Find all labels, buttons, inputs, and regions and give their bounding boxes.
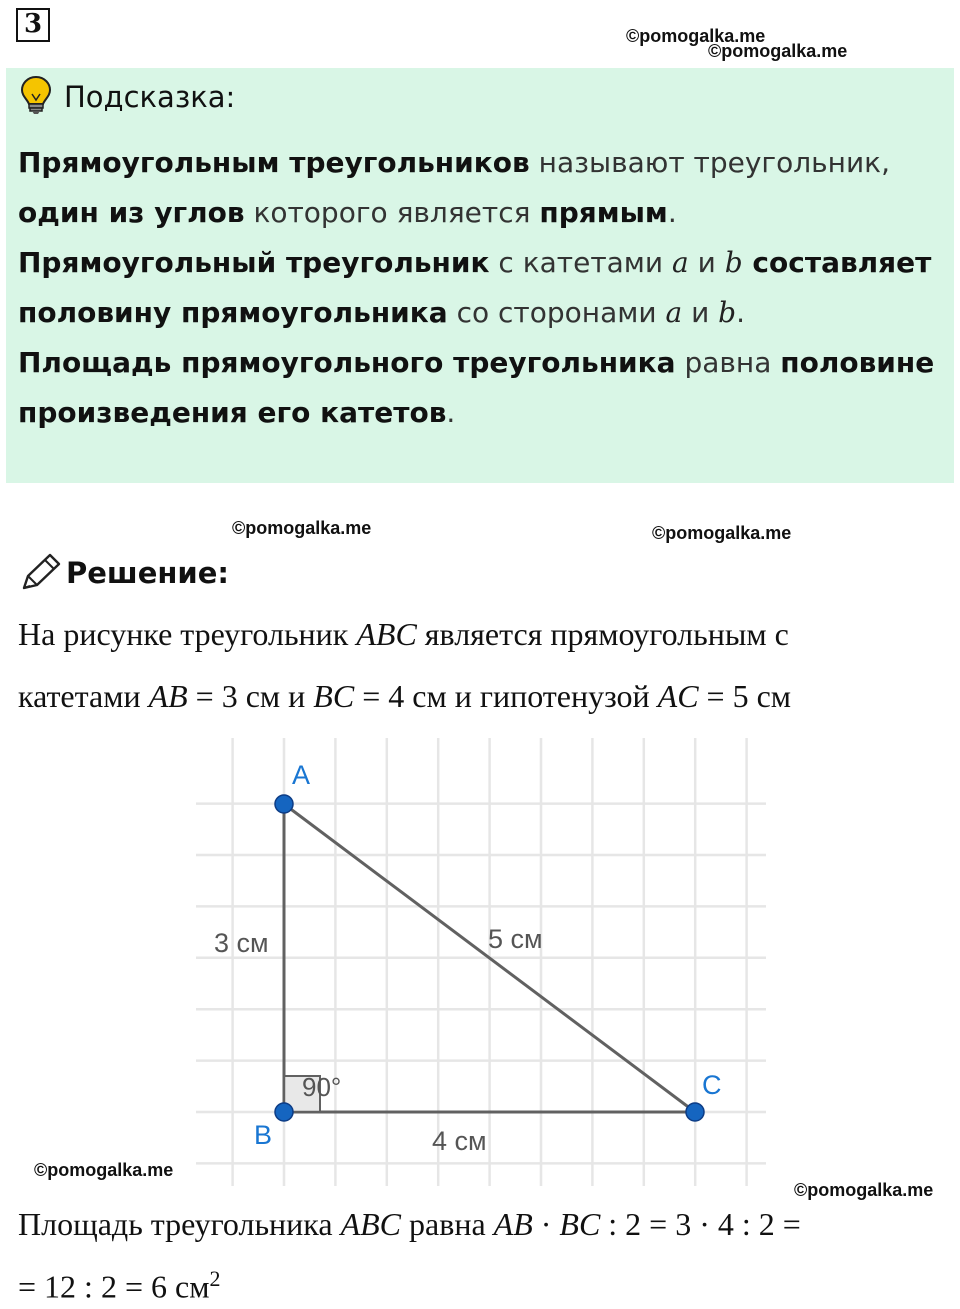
- watermark: ©pomogalka.me: [794, 1180, 934, 1200]
- hint-text-span: называют треугольник,: [529, 146, 890, 179]
- hint-paragraph-2: [18, 238, 948, 338]
- solution-text-span: = 3 см и: [187, 678, 314, 714]
- hint-bold-text: Площадь прямоугольного треугольника: [18, 346, 676, 379]
- hint-text-span: равна: [675, 346, 781, 379]
- pencil-icon: [20, 552, 62, 592]
- solution-text-span: = 5 см: [698, 678, 792, 714]
- solution-line-3: [18, 1206, 801, 1243]
- hint-title: Подсказка:: [64, 80, 236, 114]
- hint-bold-text: один из углов: [18, 196, 245, 229]
- solution-line-1: [18, 616, 789, 653]
- hint-paragraph-1: [18, 138, 948, 238]
- hint-text-span: с катетами: [489, 246, 673, 279]
- point-c-label: C: [702, 1070, 722, 1100]
- solution-text-span: = 4 см и гипотенузой: [354, 678, 658, 714]
- math-variable: AB: [148, 678, 188, 714]
- hint-bold-text: составляет половину прямоугольника: [18, 246, 932, 329]
- superscript: 2: [209, 1266, 221, 1291]
- triangle-figure: [196, 738, 766, 1186]
- lightbulb-icon: [18, 74, 54, 116]
- solution-line-2: [18, 678, 791, 715]
- math-variable: BC: [559, 1206, 601, 1242]
- hint-text-span: .: [736, 296, 746, 329]
- math-variable: a: [672, 246, 689, 279]
- point-c: [686, 1103, 704, 1121]
- hint-bold-text: Прямоугольный треугольник: [18, 246, 490, 279]
- solution-text-span: равна: [401, 1206, 494, 1242]
- hint-text: [18, 138, 948, 438]
- solution-title: Решение:: [66, 556, 230, 590]
- solution-text-span: катетами: [18, 678, 149, 714]
- label-ab: 3 см: [214, 928, 269, 958]
- solution-text-span: На рисунке треугольник: [18, 616, 357, 652]
- math-variable: BC: [313, 678, 355, 714]
- math-variable: a: [665, 296, 683, 329]
- math-variable: AB: [493, 1206, 533, 1242]
- watermark: ©pomogalka.me: [232, 518, 372, 538]
- solution-text-span: : 2 = 3 · 4 : 2 =: [600, 1206, 801, 1242]
- solution-line-4: [18, 1266, 220, 1306]
- point-b-label: B: [254, 1120, 273, 1150]
- point-b: [275, 1103, 293, 1121]
- hint-bold-text: половине произведения его катетов: [18, 346, 935, 429]
- hint-text-span: .: [667, 196, 677, 229]
- angle-label: 90°: [302, 1072, 342, 1102]
- hint-bold-text: прямым: [539, 196, 668, 229]
- solution-text-span: ·: [532, 1206, 560, 1242]
- hint-paragraph-3: [18, 338, 948, 438]
- watermark: ©pomogalka.me: [708, 41, 848, 61]
- hint-text-span: которого является: [244, 196, 540, 229]
- label-ac: 5 см: [488, 924, 543, 954]
- watermark: ©pomogalka.me: [652, 523, 792, 543]
- hint-text-span: со сторонами: [447, 296, 666, 329]
- hint-text-span: и: [682, 296, 719, 329]
- task-number: 3: [16, 8, 50, 42]
- math-variable: AC: [657, 678, 699, 714]
- hint-bold-text: Прямоугольным треугольников: [18, 146, 530, 179]
- math-variable: ABC: [356, 616, 417, 652]
- point-a-label: A: [292, 760, 311, 790]
- math-variable: ABC: [340, 1206, 401, 1242]
- hint-text-span: и: [688, 246, 725, 279]
- math-variable: b: [724, 246, 743, 279]
- hint-text-span: .: [446, 396, 456, 429]
- label-bc: 4 см: [432, 1126, 487, 1156]
- math-variable: b: [718, 296, 737, 329]
- watermark: ©pomogalka.me: [626, 26, 766, 46]
- solution-text-span: Площадь треугольника: [18, 1206, 341, 1242]
- solution-text-span: = 12 : 2 = 6 см: [18, 1268, 210, 1305]
- watermark: ©pomogalka.me: [34, 1160, 174, 1180]
- point-a: [275, 795, 293, 813]
- solution-text-span: является прямоугольным с: [416, 616, 789, 652]
